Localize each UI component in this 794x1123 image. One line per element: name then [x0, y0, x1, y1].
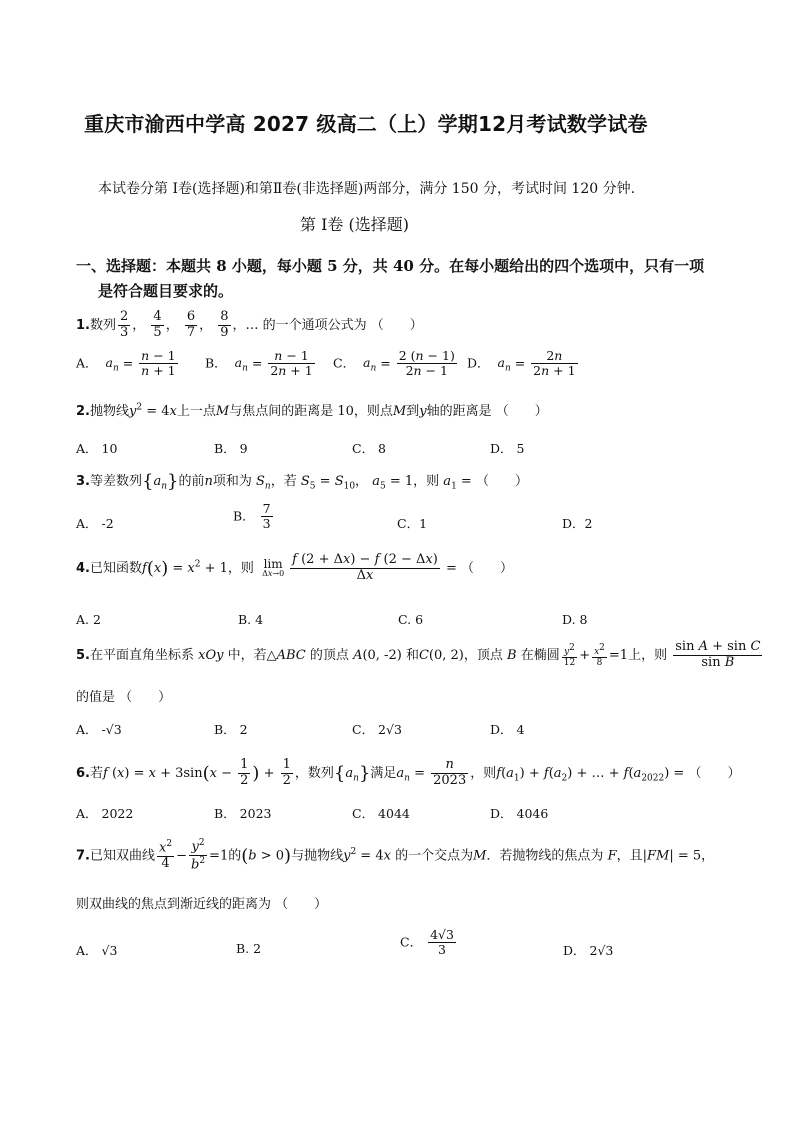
question-7: 7.已知双曲线 $\frac{x^2}{4}$ − $\frac{y^2}{b^2}$ =1的(b > 0)与抛物线$y^2 = 4x$ 的一个交点为M．若抛物线的焦点为 F，且|FM| = 5，: [76, 838, 715, 873]
math-fraction: $\frac{4}{5}$: [153, 309, 162, 340]
question-3: 3.等差数列$\{a_n\}$的前n项和为 $S_n$，若 $S_5 = S_{10}$， $a_5 = 1$，则 $a_1$ = （ ）: [76, 471, 528, 492]
question-number: 1.: [76, 317, 90, 333]
option-a[interactable]: A． -2: [76, 516, 114, 531]
option-a[interactable]: A． 10: [76, 441, 118, 456]
option-b[interactable]: B． 2023: [214, 806, 272, 821]
exam-title: 重庆市渝西中学高 2027 级高二（上）学期12月考试数学试卷: [84, 112, 648, 136]
option-d[interactable]: D． 5: [490, 441, 525, 456]
question-6: 6.若f (x) = x + 3sin(x − $\frac{1}{2}$ ) + $\frac{1}{2}$ ，数列$\{a_n\}$满足$a_n$ = $\frac{n}{2023}$ ，则$f(a_1) + f(a_2)$ + … + $f(a_{2022})$ = （ ）: [76, 757, 741, 788]
option-d[interactable]: D． $a_n$ = $\frac{2n}{2n + 1}$: [467, 348, 576, 379]
option-b[interactable]: B． 9: [214, 441, 248, 456]
option-c[interactable]: C．1: [397, 516, 428, 531]
exam-intro: 本试卷分第 Ⅰ卷(选择题)和第Ⅱ卷(非选择题)两部分，满分 150 分，考试时间 120 分钟.: [98, 181, 636, 197]
math-fraction: $\frac{8}{9}$: [220, 309, 229, 340]
option-b[interactable]: B． $a_n$ = $\frac{n - 1}{2n + 1}$: [205, 348, 313, 379]
question-2: 2.抛物线$y^2 = 4x$上一点M与焦点间的距离是 10，则点M到y轴的距离是 （ ）: [76, 402, 548, 419]
option-d[interactable]: D. 8: [562, 612, 588, 627]
math-fraction: $\frac{6}{7}$: [186, 309, 196, 340]
option-c[interactable]: C． 8: [352, 441, 386, 456]
option-c[interactable]: C． $a_n$ = $\frac{2 (n - 1)}{2n - 1}$: [333, 348, 455, 379]
question-4: 4.已知函数$f(x) = x^2 + 1$，则 lim Δx→0 $\frac{f (2 + \Delta x) - f (2 - \Delta x)}{\Delta x}$ = （ ）: [76, 552, 514, 583]
question-text: 数列: [89, 317, 116, 333]
math-fraction: $\frac{2}{3}$: [120, 309, 129, 340]
option-d[interactable]: D． 2√3: [563, 943, 614, 958]
option-a[interactable]: A． -√3: [76, 722, 122, 737]
question-1: 1.数列 $\frac{2}{3}$ ， $\frac{4}{5}$ ， $\frac{6}{7}$ ， $\frac{8}{9}$ ，… 的一个通项公式为 （ ）: [76, 309, 423, 340]
question-7-line2: 则双曲线的焦点到渐近线的距离为 （ ）: [76, 897, 328, 912]
section-heading: [76, 254, 726, 304]
option-c[interactable]: C． $\frac{4√3}{3}$: [400, 927, 454, 958]
option-c[interactable]: C． 2√3: [352, 722, 402, 737]
question-5-line2: 的值是 （ ）: [76, 690, 172, 705]
option-b[interactable]: B． $\frac{7}{3}$: [233, 501, 271, 532]
option-d[interactable]: D．2: [562, 516, 593, 531]
option-b[interactable]: B. 4: [238, 612, 264, 627]
option-a[interactable]: A． 2022: [76, 806, 134, 821]
section-heading-line1: 一、选择题：本题共 8 小题，每小题 5 分，共 40 分。在每小题给出的四个选项中，只有一项: [76, 257, 705, 275]
option-b[interactable]: B. 2: [236, 941, 262, 956]
part-title: 第 Ⅰ卷 (选择题): [300, 215, 409, 234]
option-a[interactable]: A. 2: [76, 612, 101, 627]
question-5: 5.在平面直角坐标系 xOy 中，若△ABC 的顶点 A(0, -2) 和C(0, 2)，顶点 B 在椭圆 $\frac{y^2}{12}$ + $\frac{x^2}{8}$ =1上，则 $\frac{\text{sin A + sin C}}{\text{sin B}}$: [76, 639, 761, 670]
option-a[interactable]: A． √3: [76, 943, 118, 958]
question-text: ，… 的一个通项公式为 （ ）: [232, 317, 423, 333]
option-c[interactable]: C. 6: [398, 612, 424, 627]
option-d[interactable]: D． 4: [490, 722, 525, 737]
option-d[interactable]: D． 4046: [490, 806, 549, 821]
option-c[interactable]: C． 4044: [352, 806, 410, 821]
section-heading-line2: 是符合题目要求的。: [98, 282, 234, 300]
option-a-formula: A． $a_n$ = $\frac{n - 1}{n + 1}$: [76, 348, 176, 379]
option-b[interactable]: B． 2: [214, 722, 248, 737]
